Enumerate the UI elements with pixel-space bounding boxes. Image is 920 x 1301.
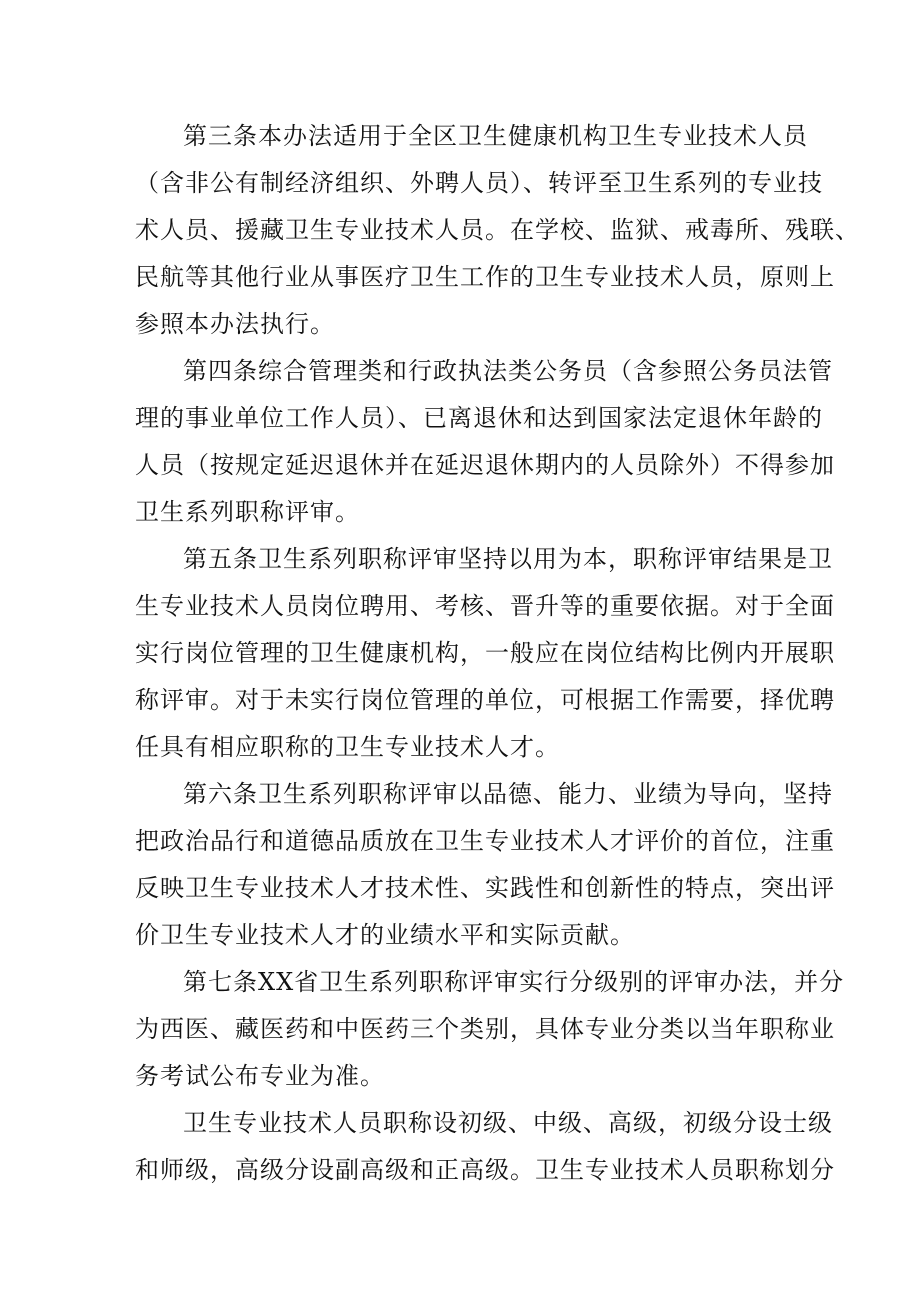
text-line: 民航等其他行业从事医疗卫生工作的卫生专业技术人员，原则上: [135, 263, 835, 291]
text-line: 术人员、援藏卫生专业技术人员。在学校、监狱、戒毒所、残联、: [135, 216, 860, 244]
paragraph-title-levels: [135, 1100, 835, 1194]
text-line: 实行岗位管理的卫生健康机构，一般应在岗位结构比例内开展职: [135, 639, 835, 667]
paragraph-article-7: [135, 959, 845, 1100]
paragraph-article-4: [135, 348, 835, 536]
text-line: 第七条XX省卫生系列职称评审实行分级别的评审办法，并分: [183, 968, 845, 996]
text-line: 务考试公布专业为准。: [135, 1062, 385, 1090]
text-line: 理的事业单位工作人员）、已离退休和达到国家法定退休年龄的: [135, 404, 823, 432]
paragraph-article-3: [135, 113, 860, 348]
text-line: 把政治品行和道德品质放在卫生专业技术人才评价的首位，注重: [135, 827, 835, 855]
text-line: 价卫生专业技术人才的业绩水平和实际贡献。: [135, 921, 635, 949]
text-line: 参照本办法执行。: [135, 310, 335, 338]
document-body: [135, 113, 860, 1194]
text-line: 第六条卫生系列职称评审以品德、能力、业绩为导向，坚持: [183, 780, 833, 808]
text-line: 任具有相应职称的卫生专业技术人才。: [135, 733, 560, 761]
text-line: 反映卫生专业技术人才技术性、实践性和创新性的特点，突出评: [135, 874, 835, 902]
text-line: 生专业技术人员岗位聘用、考核、晋升等的重要依据。对于全面: [135, 592, 835, 620]
paragraph-article-5: [135, 536, 835, 771]
paragraph-article-6: [135, 771, 835, 959]
text-line: 为西医、藏医药和中医药三个类别，具体专业分类以当年职称业: [135, 1015, 835, 1043]
text-line: 卫生系列职称评审。: [135, 498, 360, 526]
text-line: 第三条本办法适用于全区卫生健康机构卫生专业技术人员: [183, 122, 808, 150]
text-line: 卫生专业技术人员职称设初级、中级、高级，初级分设士级: [183, 1109, 833, 1137]
text-line: 第四条综合管理类和行政执法类公务员（含参照公务员法管: [183, 357, 833, 385]
text-line: 和师级，高级分设副高级和正高级。卫生专业技术人员职称划分: [135, 1156, 835, 1184]
text-line: （含非公有制经济组织、外聘人员）、转评至卫生系列的专业技: [135, 169, 823, 197]
text-line: 第五条卫生系列职称评审坚持以用为本，职称评审结果是卫: [183, 545, 833, 573]
text-line: 称评审。对于未实行岗位管理的单位，可根据工作需要，择优聘: [135, 686, 835, 714]
text-line: 人员（按规定延迟退休并在延迟退休期内的人员除外）不得参加: [135, 451, 835, 479]
